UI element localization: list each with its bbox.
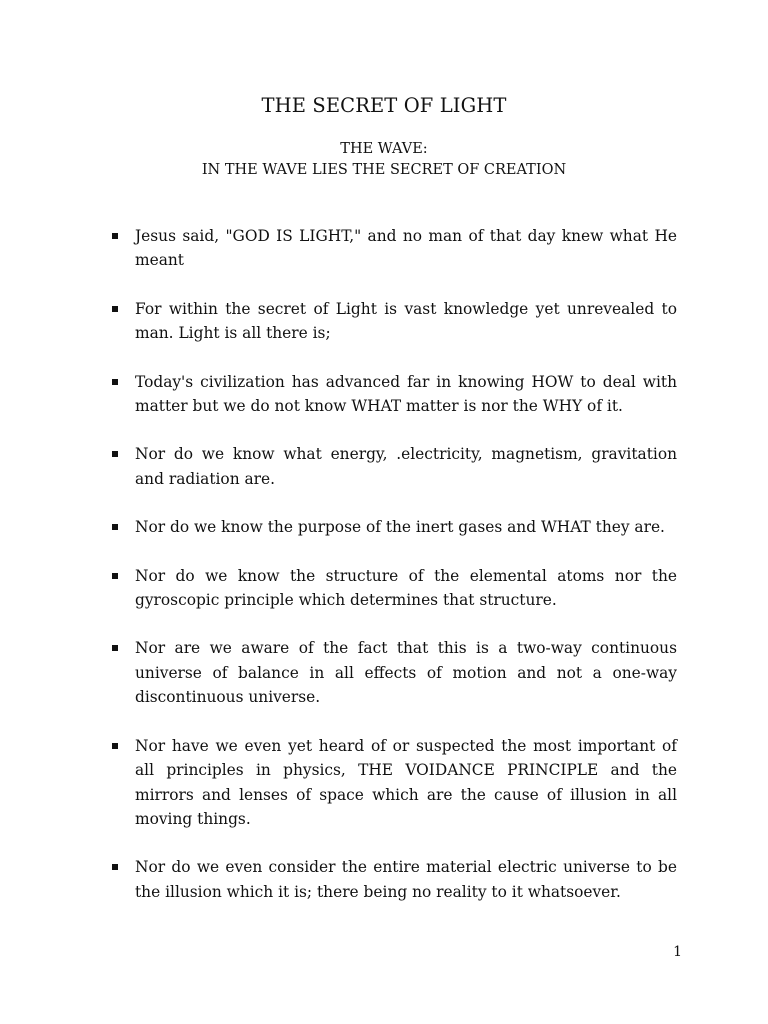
square-bullet-icon <box>112 233 118 239</box>
list-item <box>112 636 677 709</box>
square-bullet-icon <box>112 451 118 457</box>
list-item-text: Nor do we know the purpose of the inert gases and WHAT they are. <box>135 518 665 537</box>
list-item-text: Nor have we even yet heard of or suspected the most important of all principles in physics, THE VOIDANCE PRINCIPLE and the mirrors and lenses of space which are the cause of illusion in all moving things. <box>135 736 677 828</box>
list-item <box>112 370 677 419</box>
square-bullet-icon <box>112 645 118 651</box>
bullet-list <box>112 224 677 928</box>
list-item-text: Jesus said, "GOD IS LIGHT," and no man of that day knew what He meant <box>135 227 677 270</box>
document-title: THE SECRET OF LIGHT <box>261 94 507 117</box>
page-number: 1 <box>673 944 682 960</box>
list-item-text: Nor do we even consider the entire material electric universe to be the illusion which it is; there being no reality to it whatsoever. <box>135 858 677 901</box>
list-item-text: Nor do we know what energy, .electricity, magnetism, gravitation and radiation are. <box>135 445 677 488</box>
list-item-text: Nor do we know the structure of the elemental atoms nor the gyroscopic principle which determines that structure. <box>135 566 677 610</box>
list-item <box>112 855 677 904</box>
square-bullet-icon <box>112 864 118 870</box>
list-item <box>112 564 677 613</box>
list-item <box>112 224 677 273</box>
square-bullet-icon <box>112 379 118 385</box>
square-bullet-icon <box>112 524 118 530</box>
square-bullet-icon <box>112 573 118 579</box>
subtitle-line-2: IN THE WAVE LIES THE SECRET OF CREATION <box>201 162 567 178</box>
list-item-text: Nor are we aware of the fact that this is a two-way continuous universe of balance in all effects of motion and not a one-way discontinuous universe. <box>135 639 677 707</box>
list-item <box>112 297 677 346</box>
list-item <box>112 734 677 832</box>
subtitle-line-1: THE WAVE: <box>340 141 428 157</box>
list-item-text: Today's civilization has advanced far in knowing HOW to deal with matter but we do not know WHAT matter is nor the WHY of it. <box>135 372 677 416</box>
square-bullet-icon <box>112 306 118 312</box>
list-item-text: For within the secret of Light is vast knowledge yet unrevealed to man. Light is all there is; <box>135 299 677 343</box>
square-bullet-icon <box>112 743 118 749</box>
list-item <box>112 442 677 491</box>
list-item <box>112 515 677 539</box>
